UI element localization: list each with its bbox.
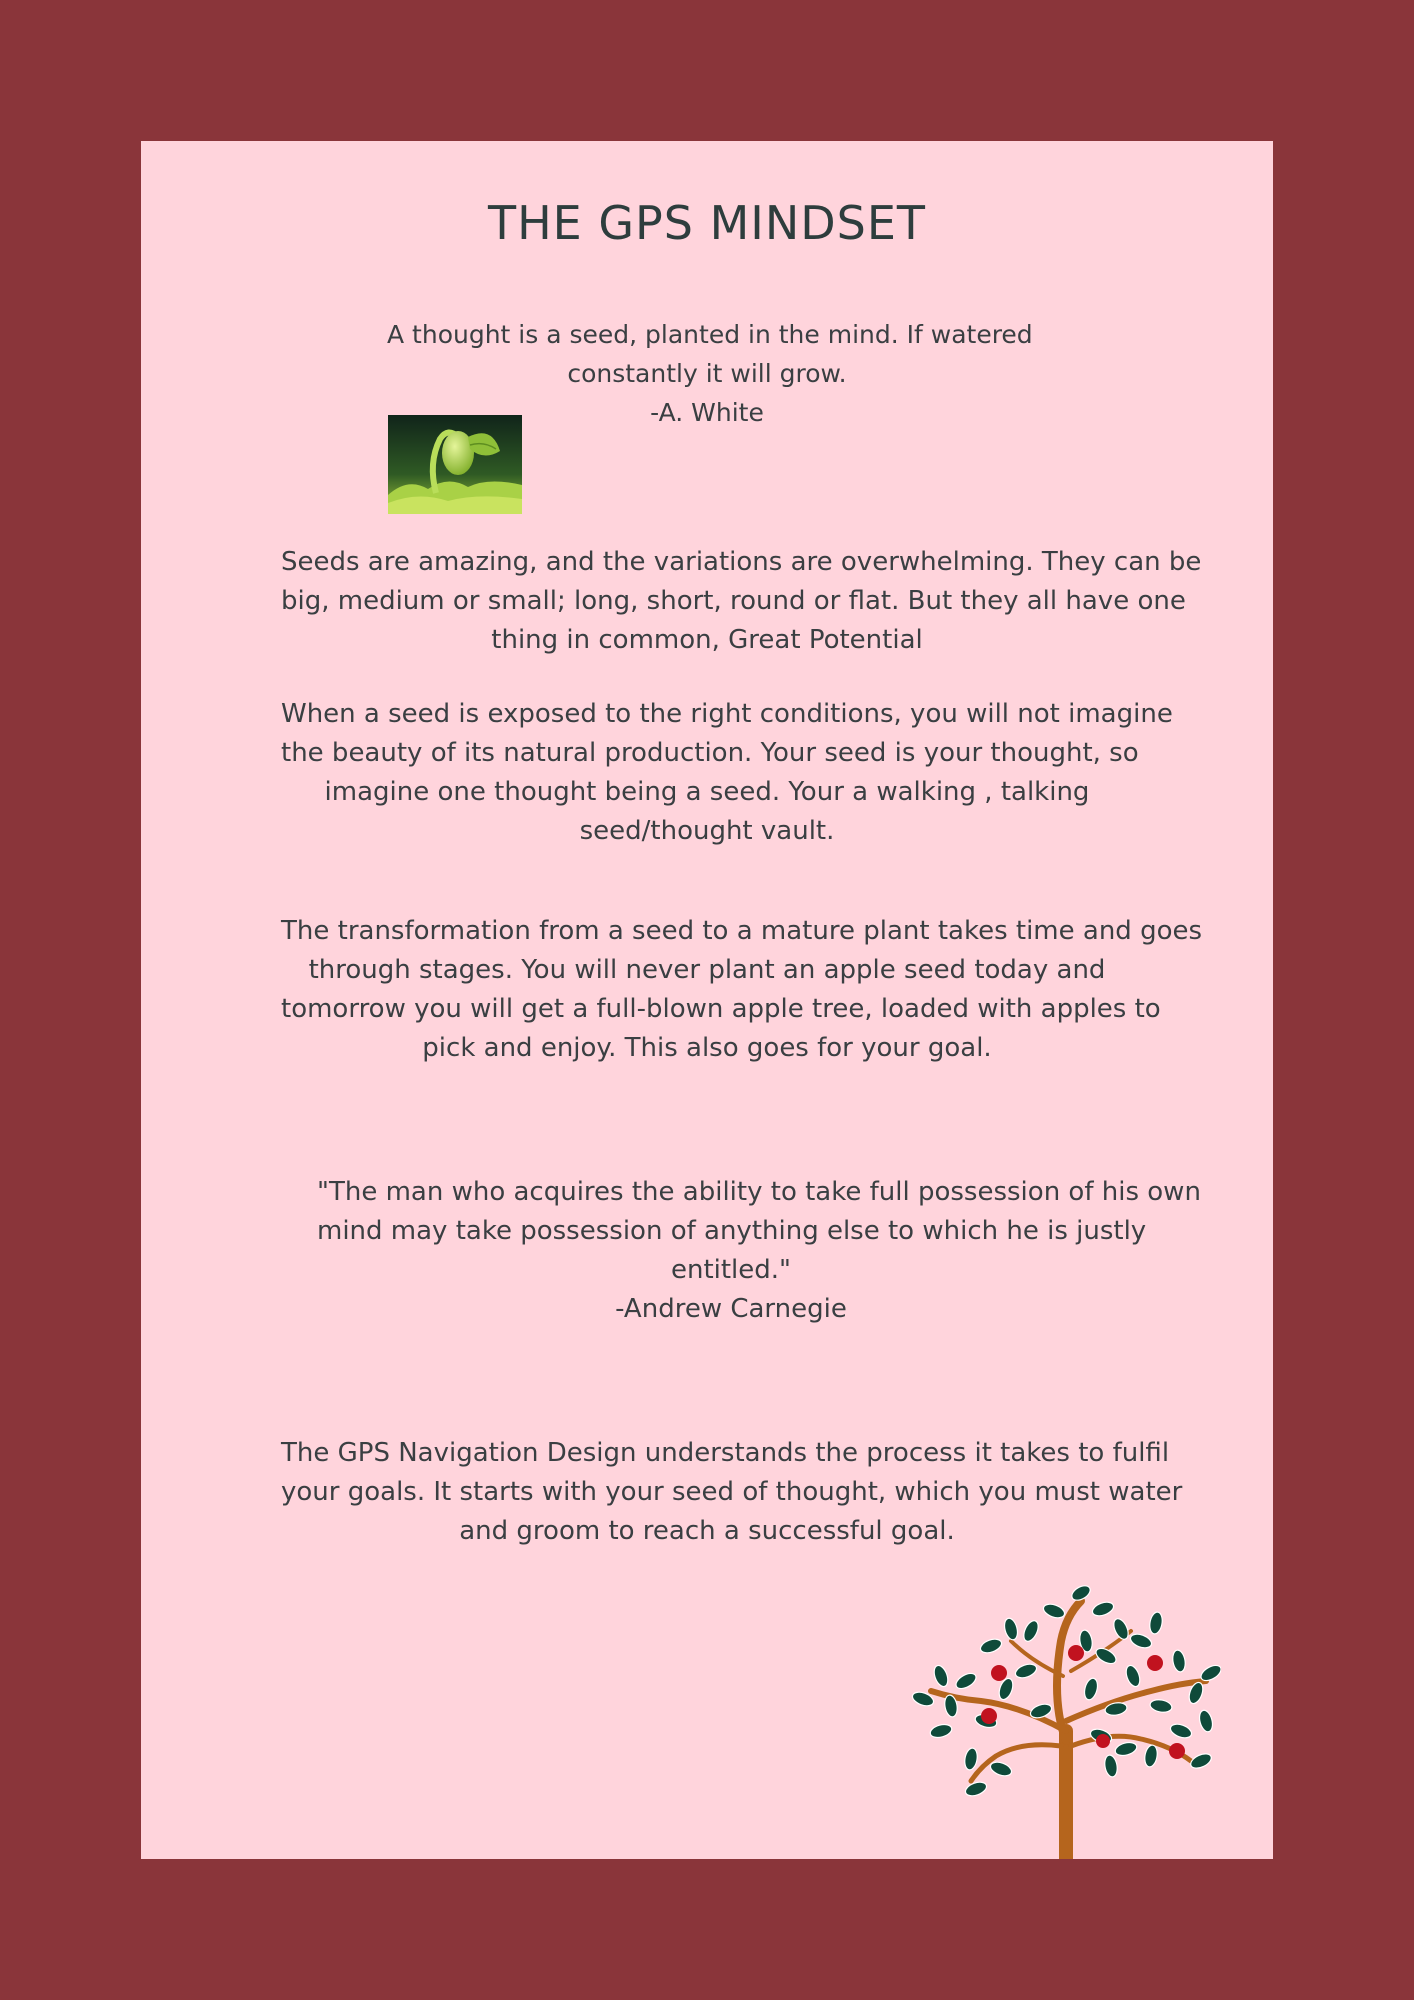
paragraph-line: your goals. It starts with your seed of thought, which you must water xyxy=(281,1477,1183,1507)
paragraph-conditions xyxy=(281,695,1173,851)
quote-line: mind may take possession of anything else to which he is justly xyxy=(317,1216,1147,1246)
quote-line: entitled." xyxy=(670,1255,792,1285)
quote-carnegie xyxy=(317,1173,1201,1329)
page-title: THE GPS MINDSET xyxy=(487,196,927,250)
paragraph-line: thing in common, Great Potential xyxy=(491,625,923,655)
paragraph-line: When a seed is exposed to the right conditions, you will not imagine xyxy=(281,699,1173,729)
quote-carnegie-author: -Andrew Carnegie xyxy=(615,1294,847,1324)
paragraph-line: imagine one thought being a seed. Your a walking , talking xyxy=(324,777,1090,807)
paragraph-seeds xyxy=(281,543,1202,660)
paragraph-line: pick and enjoy. This also goes for your goal. xyxy=(422,1033,992,1063)
paragraph-transformation xyxy=(281,912,1203,1068)
paragraph-line: the beauty of its natural production. Your seed is your thought, so xyxy=(281,738,1139,768)
paragraph-line: The transformation from a seed to a mature plant takes time and goes xyxy=(281,916,1203,946)
paragraph-line: through stages. You will never plant an apple seed today and xyxy=(308,955,1106,985)
paragraph-line: seed/thought vault. xyxy=(579,816,835,846)
quote-white-author: -A. White xyxy=(650,398,764,427)
paragraph-line: tomorrow you will get a full-blown apple tree, loaded with apples to xyxy=(281,994,1161,1024)
quote-line: "The man who acquires the ability to take full possession of his own xyxy=(317,1177,1201,1207)
paragraph-line: big, medium or small; long, short, round or flat. But they all have one xyxy=(281,586,1186,616)
paragraph-line: Seeds are amazing, and the variations are overwhelming. They can be xyxy=(281,547,1202,577)
quote-white-line: A thought is a seed, planted in the mind. If watered xyxy=(387,320,1033,349)
paragraph-line: and groom to reach a successful goal. xyxy=(459,1516,955,1546)
paragraph-gps-design xyxy=(281,1434,1183,1551)
paragraph-line: The GPS Navigation Design understands the process it takes to fulfil xyxy=(281,1438,1170,1468)
seedling-image xyxy=(388,415,522,514)
document-page xyxy=(141,141,1273,1859)
apple-tree-icon xyxy=(911,1581,1221,1859)
quote-white-line: constantly it will grow. xyxy=(567,359,847,388)
